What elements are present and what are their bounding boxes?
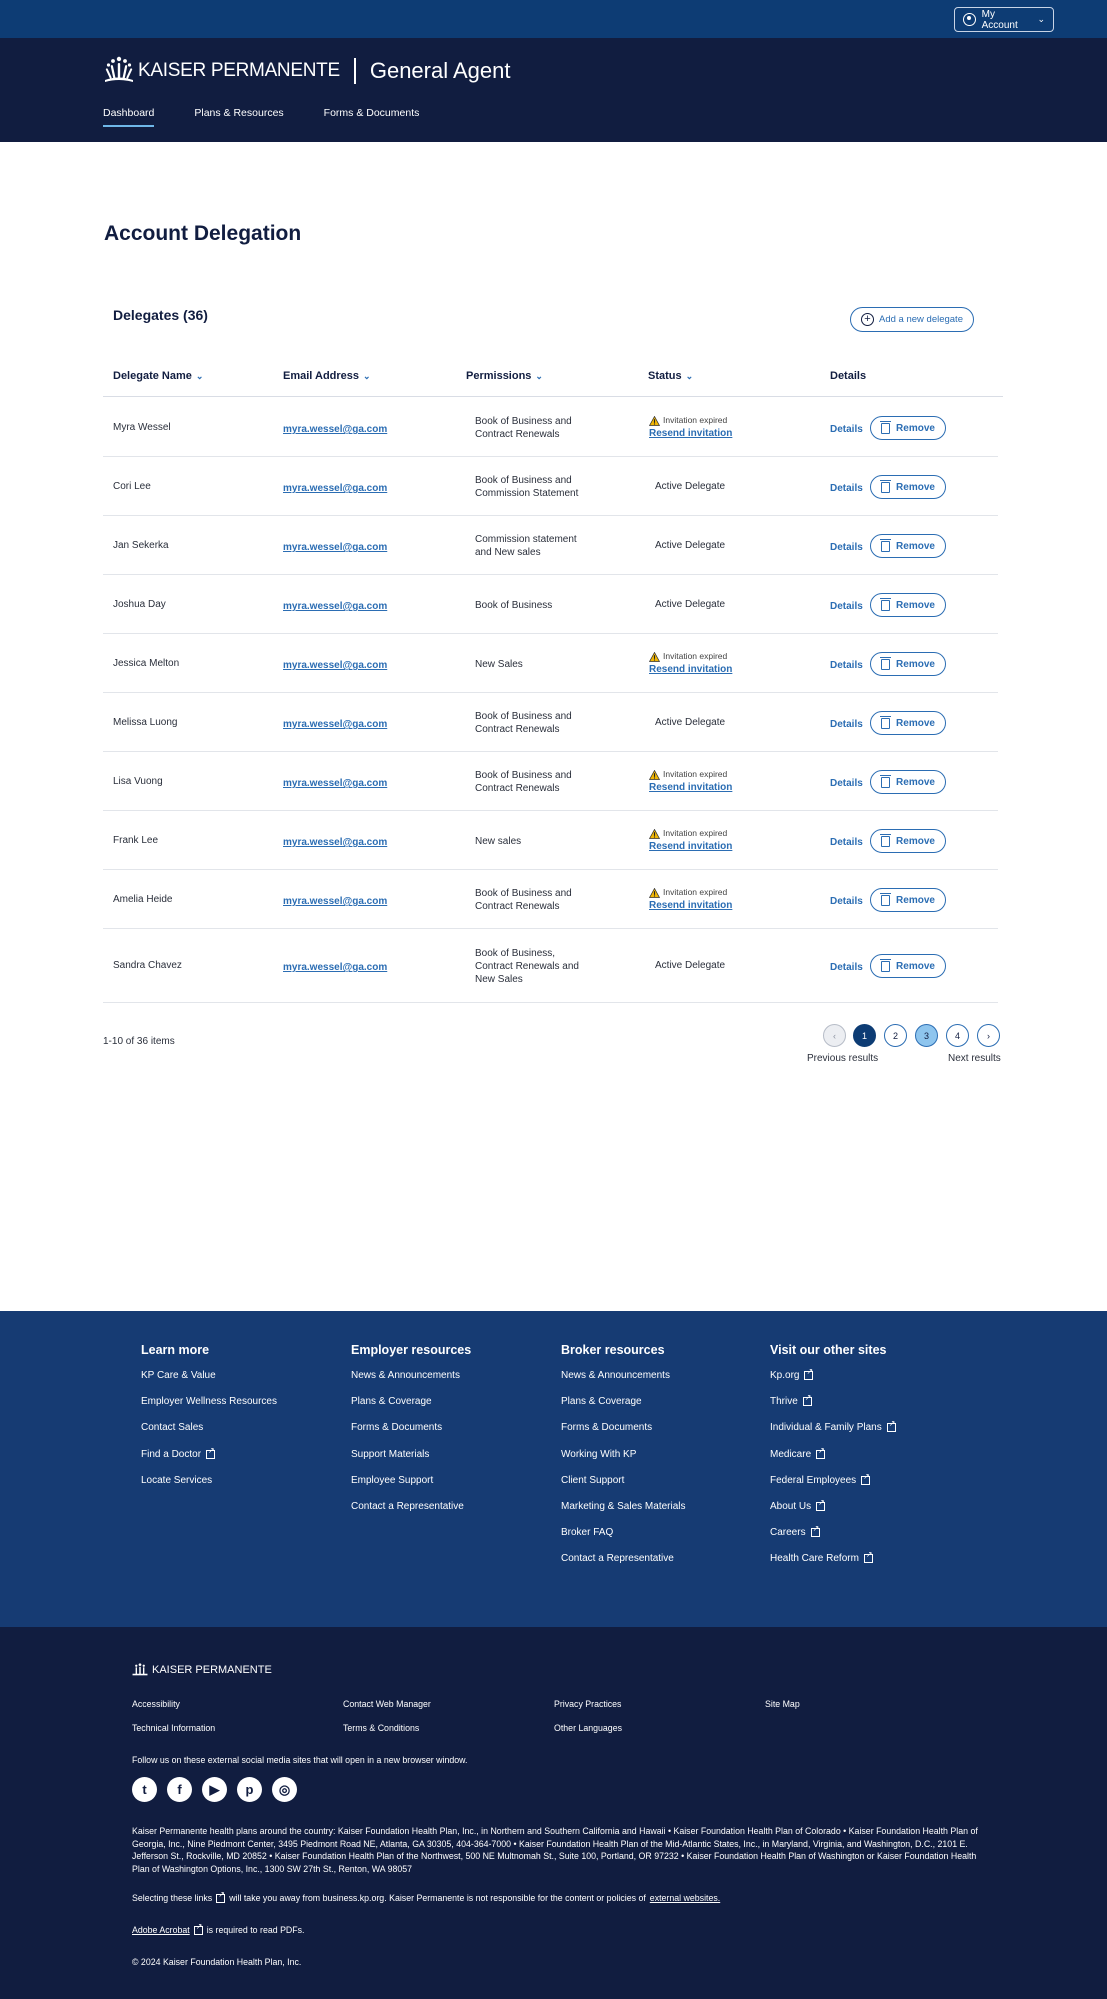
- col-header-status[interactable]: [648, 370, 693, 382]
- chevron-down-icon: ⌄: [685, 371, 694, 381]
- footer-link[interactable]: [770, 1501, 896, 1527]
- footer-sitemap-link[interactable]: Site Map: [765, 1699, 800, 1709]
- facebook-icon[interactable]: f: [167, 1777, 192, 1802]
- footer-link-label: Locate Services: [141, 1474, 213, 1486]
- permission-line: New Sales: [475, 658, 523, 670]
- footer-link-label: Broker FAQ: [561, 1527, 614, 1539]
- footer-link-label: About Us: [770, 1500, 812, 1512]
- invitation-expired-label: Invitation expired: [663, 887, 728, 897]
- footer-link[interactable]: [770, 1422, 896, 1448]
- details-link[interactable]: Details: [830, 719, 863, 730]
- permission-line: Book of Business,: [475, 947, 556, 959]
- trash-icon: [881, 541, 890, 552]
- status-cell: [649, 650, 732, 676]
- footer-link[interactable]: [351, 1449, 471, 1475]
- col-header-email[interactable]: [283, 370, 371, 382]
- col-header-status-label: Status: [648, 370, 682, 382]
- delegate-permissions: [475, 835, 595, 848]
- external-link-icon: [206, 1450, 215, 1459]
- delegate-email-link[interactable]: myra.wessel@ga.com: [283, 778, 388, 789]
- delegate-name: Melissa Luong: [113, 717, 178, 728]
- remove-label: Remove: [896, 960, 935, 972]
- trash-icon: [881, 961, 890, 972]
- col-header-name-label: Delegate Name: [113, 370, 192, 382]
- brand[interactable]: [104, 56, 511, 86]
- remove-label: Remove: [896, 540, 935, 552]
- table-row: [103, 457, 998, 516]
- details-link[interactable]: Details: [830, 542, 863, 553]
- delegate-permissions: [475, 599, 595, 612]
- table-row: [103, 811, 998, 870]
- col-header-permissions-label: Permissions: [466, 370, 532, 382]
- table-row: [103, 752, 998, 811]
- external-link-icon: [887, 1423, 896, 1432]
- top-utility-bar: [0, 0, 1107, 38]
- warning-icon: [649, 652, 660, 662]
- permission-line: and New sales: [475, 547, 541, 558]
- main-nav: [103, 107, 459, 127]
- delegate-permissions: [475, 533, 595, 559]
- footer-link-label: Federal Employees: [770, 1474, 857, 1486]
- permission-line: Book of Business and: [475, 416, 572, 427]
- adobe-note: [132, 1925, 305, 1935]
- trash-icon: [881, 423, 890, 434]
- trash-icon: [881, 836, 890, 847]
- permission-line: New Sales: [475, 973, 523, 985]
- table-row: [103, 929, 998, 1003]
- kp-logo-icon: [132, 1663, 148, 1677]
- footer-link-label: Kp.org: [770, 1370, 800, 1381]
- delegate-permissions: [475, 658, 595, 671]
- remove-label: Remove: [896, 658, 935, 670]
- details-link[interactable]: Details: [830, 424, 863, 435]
- footer-link[interactable]: [561, 1527, 686, 1553]
- table-header-divider: [103, 396, 1003, 397]
- external-note-pre: Selecting these links: [132, 1893, 213, 1903]
- delegate-name: Frank Lee: [113, 835, 159, 846]
- footer-link-label: Contact Sales: [141, 1422, 204, 1434]
- footer-brand-name: KAISER PERMANENTE: [152, 1664, 272, 1676]
- external-link-icon: [803, 1397, 812, 1406]
- my-account-label: My Account: [981, 8, 1018, 31]
- warning-icon: [649, 770, 660, 780]
- permission-line: Commission Statement: [475, 488, 579, 499]
- delegate-name: Amelia Heide: [113, 894, 173, 905]
- delegate-name: Sandra Chavez: [113, 960, 182, 971]
- remove-delegate-button[interactable]: [870, 888, 946, 912]
- product-name: General Agent: [369, 58, 511, 83]
- footer-link[interactable]: [561, 1553, 686, 1579]
- footer-column-title: Visit our other sites: [770, 1343, 887, 1357]
- next-results-label: Next results: [948, 1053, 1001, 1064]
- details-link[interactable]: Details: [830, 660, 863, 671]
- nav-dashboard[interactable]: Dashboard: [103, 107, 154, 127]
- footer-column-title: Employer resources: [351, 1343, 472, 1357]
- footer-link[interactable]: [561, 1449, 686, 1475]
- chevron-down-icon: ⌄: [363, 371, 371, 381]
- page-4-button[interactable]: 4: [946, 1024, 969, 1047]
- permission-line: Book of Business and: [475, 888, 572, 899]
- footer-contact-web-manager-link[interactable]: Contact Web Manager: [343, 1699, 431, 1709]
- footer-link-label: Employer Wellness Resources: [141, 1396, 277, 1408]
- remove-delegate-button[interactable]: [870, 416, 946, 440]
- page-2-button[interactable]: 2: [884, 1024, 907, 1047]
- footer-link-label: Plans & Coverage: [351, 1396, 432, 1408]
- remove-label: Remove: [896, 717, 935, 729]
- trash-icon: [881, 895, 890, 906]
- table-row: [103, 870, 998, 929]
- page-title: Account Delegation: [104, 222, 302, 245]
- footer-column-title: Learn more: [141, 1343, 210, 1357]
- invitation-expired-status: [649, 886, 732, 899]
- delegate-name: Joshua Day: [113, 599, 166, 610]
- external-links-note: [132, 1893, 720, 1903]
- delegate-name: Jan Sekerka: [113, 540, 169, 551]
- remove-label: Remove: [896, 894, 935, 906]
- prev-page-button[interactable]: [823, 1024, 846, 1047]
- footer-link[interactable]: [770, 1527, 896, 1553]
- footer-link-label: Plans & Coverage: [561, 1396, 642, 1408]
- resend-invitation-link[interactable]: Resend invitation: [649, 664, 733, 675]
- resend-invitation-link[interactable]: Resend invitation: [649, 782, 733, 793]
- details-link[interactable]: Details: [830, 837, 863, 848]
- twitter-icon[interactable]: t: [132, 1777, 157, 1802]
- site-header: [0, 38, 1107, 142]
- status-cell: [649, 768, 732, 794]
- remove-label: Remove: [896, 599, 935, 611]
- permission-line: Book of Business and: [475, 770, 572, 781]
- brand-divider: [354, 58, 356, 84]
- footer-link-label: Medicare: [770, 1448, 812, 1460]
- footer-link-label: Employee Support: [351, 1474, 434, 1486]
- delegate-name: Lisa Vuong: [113, 776, 163, 787]
- permission-line: Contract Renewals: [475, 901, 560, 912]
- permission-line: Book of Business and: [475, 475, 572, 486]
- invitation-expired-label: Invitation expired: [663, 828, 728, 838]
- details-link[interactable]: Details: [830, 896, 863, 907]
- external-link-icon: [864, 1554, 873, 1563]
- remove-delegate-button[interactable]: [870, 954, 946, 978]
- remove-label: Remove: [896, 835, 935, 847]
- details-link[interactable]: Details: [830, 483, 863, 494]
- external-link-icon: [194, 1926, 203, 1935]
- footer-link-label: Working With KP: [561, 1448, 637, 1460]
- footer-link-label: Forms & Documents: [351, 1422, 443, 1434]
- adobe-note-post: is required to read PDFs.: [206, 1925, 305, 1935]
- permission-line: Contract Renewals: [475, 783, 560, 794]
- footer-link-label: Health Care Reform: [770, 1553, 859, 1565]
- permission-line: New sales: [475, 835, 522, 847]
- table-row: [103, 398, 998, 457]
- pagination-count: 1-10 of 36 items: [103, 1036, 175, 1047]
- permission-line: Commission statement: [475, 534, 577, 545]
- delegate-name: Jessica Melton: [113, 658, 180, 669]
- details-link[interactable]: Details: [830, 601, 863, 612]
- footer-link[interactable]: [351, 1475, 471, 1501]
- remove-label: Remove: [896, 481, 935, 493]
- delegate-email-link[interactable]: myra.wessel@ga.com: [283, 424, 388, 435]
- col-header-email-label: Email Address: [283, 370, 360, 382]
- footer-link[interactable]: [561, 1396, 686, 1422]
- permission-line: Contract Renewals: [475, 429, 560, 440]
- remove-delegate-button[interactable]: [870, 475, 946, 499]
- footer-other-languages-link[interactable]: Other Languages: [554, 1723, 622, 1733]
- table-row: [103, 575, 998, 634]
- table-row: [103, 634, 998, 693]
- chevron-down-icon: ⌄: [1037, 14, 1045, 24]
- active-delegate-status: Active Delegate: [655, 717, 726, 728]
- previous-results-label: Previous results: [807, 1053, 879, 1064]
- delegate-permissions: [475, 947, 595, 986]
- footer-link[interactable]: [770, 1396, 896, 1422]
- invitation-expired-status: [649, 650, 732, 663]
- footer-link-label: Forms & Documents: [561, 1422, 653, 1434]
- permission-line: Contract Renewals: [475, 724, 560, 735]
- footer-link[interactable]: [351, 1370, 471, 1396]
- invitation-expired-status: [649, 414, 732, 427]
- trash-icon: [881, 718, 890, 729]
- kp-logo-icon: [104, 56, 134, 86]
- status-cell: [649, 414, 732, 440]
- delegate-name: Cori Lee: [113, 481, 151, 492]
- footer-link[interactable]: [561, 1475, 686, 1501]
- footer-link-label: News & Announcements: [351, 1370, 460, 1381]
- invitation-expired-label: Invitation expired: [663, 769, 728, 779]
- remove-delegate-button[interactable]: [870, 652, 946, 676]
- page-3-button[interactable]: 3: [915, 1024, 938, 1047]
- external-link-icon: [811, 1528, 820, 1537]
- invitation-expired-status: [649, 768, 732, 781]
- table-row: [103, 693, 998, 752]
- delegate-email-link[interactable]: myra.wessel@ga.com: [283, 542, 388, 553]
- delegate-email-link[interactable]: myra.wessel@ga.com: [283, 601, 388, 612]
- resend-invitation-link[interactable]: Resend invitation: [649, 900, 733, 911]
- footer-column: [770, 1343, 896, 1580]
- footer-link-label: Contact a Representative: [351, 1500, 464, 1512]
- footer-column: [351, 1343, 471, 1527]
- footer-link[interactable]: [141, 1475, 277, 1501]
- trash-icon: [881, 777, 890, 788]
- invitation-expired-label: Invitation expired: [663, 651, 728, 661]
- footer-terms-link[interactable]: Terms & Conditions: [343, 1723, 420, 1733]
- footer-column: [561, 1343, 686, 1580]
- active-delegate-status: Active Delegate: [655, 540, 726, 551]
- external-websites-link[interactable]: external websites.: [649, 1893, 721, 1903]
- footer-link[interactable]: [770, 1475, 896, 1501]
- external-link-icon: [816, 1502, 825, 1511]
- permission-line: Book of Business and: [475, 711, 572, 722]
- footer-column-title: Broker resources: [561, 1343, 665, 1357]
- delegates-title: Delegates (36): [113, 307, 208, 323]
- remove-delegate-button[interactable]: [870, 593, 946, 617]
- footer-link[interactable]: [561, 1422, 686, 1448]
- external-link-icon: [861, 1476, 870, 1485]
- footer-links: [0, 1311, 1107, 1627]
- delegate-permissions: [475, 769, 595, 795]
- remove-delegate-button[interactable]: [870, 711, 946, 735]
- adobe-acrobat-link[interactable]: Adobe Acrobat: [132, 1925, 190, 1935]
- active-delegate-status: Active Delegate: [655, 481, 726, 492]
- nav-plans-resources[interactable]: Plans & Resources: [194, 107, 284, 119]
- delegate-email-link[interactable]: myra.wessel@ga.com: [283, 719, 388, 730]
- remove-label: Remove: [896, 776, 935, 788]
- youtube-icon[interactable]: ▶: [202, 1777, 227, 1802]
- add-delegate-label: Add a new delegate: [879, 314, 963, 325]
- delegate-email-link[interactable]: myra.wessel@ga.com: [283, 483, 388, 494]
- table-row: [103, 516, 998, 575]
- footer-legal: [0, 1627, 1107, 1999]
- remove-delegate-button[interactable]: [870, 829, 946, 853]
- delegate-name: Myra Wessel: [113, 422, 171, 433]
- add-delegate-button[interactable]: [850, 307, 974, 332]
- footer-link[interactable]: [351, 1396, 471, 1422]
- external-link-icon: [216, 1894, 225, 1903]
- instagram-icon[interactable]: ◎: [272, 1777, 297, 1802]
- delegate-email-link[interactable]: myra.wessel@ga.com: [283, 660, 388, 671]
- footer-link[interactable]: [141, 1449, 277, 1475]
- details-link[interactable]: Details: [830, 962, 863, 973]
- remove-delegate-button[interactable]: [870, 770, 946, 794]
- delegate-permissions: [475, 415, 595, 441]
- footer-link[interactable]: [141, 1370, 277, 1396]
- details-link[interactable]: Details: [830, 778, 863, 789]
- footer-link[interactable]: [141, 1396, 277, 1422]
- chevron-left-icon: ‹: [833, 1030, 836, 1041]
- footer-link-label: Thrive: [770, 1396, 798, 1408]
- footer-accessibility-link[interactable]: Accessibility: [132, 1699, 180, 1709]
- delegate-email-link[interactable]: myra.wessel@ga.com: [283, 837, 388, 848]
- external-link-icon: [804, 1371, 813, 1380]
- footer-link[interactable]: [351, 1501, 471, 1527]
- invitation-expired-status: [649, 827, 732, 840]
- footer-column: [141, 1343, 277, 1501]
- brand-name: KAISER PERMANENTE: [138, 60, 340, 81]
- trash-icon: [881, 659, 890, 670]
- footer-link[interactable]: [770, 1553, 896, 1579]
- col-header-name[interactable]: [113, 370, 203, 382]
- delegate-permissions: [475, 474, 595, 500]
- user-icon: [963, 13, 976, 26]
- trash-icon: [881, 600, 890, 611]
- footer-link[interactable]: [351, 1422, 471, 1448]
- footer-link[interactable]: [561, 1501, 686, 1527]
- resend-invitation-link[interactable]: Resend invitation: [649, 428, 733, 439]
- delegate-permissions: [475, 710, 595, 736]
- external-link-icon: [816, 1450, 825, 1459]
- delegate-email-link[interactable]: myra.wessel@ga.com: [283, 896, 388, 907]
- footer-privacy-link[interactable]: Privacy Practices: [554, 1699, 622, 1709]
- footer-link[interactable]: [561, 1370, 686, 1396]
- trash-icon: [881, 482, 890, 493]
- warning-icon: [649, 416, 660, 426]
- active-delegate-status: Active Delegate: [655, 960, 726, 971]
- chevron-down-icon: ⌄: [195, 371, 204, 381]
- resend-invitation-link[interactable]: Resend invitation: [649, 841, 733, 852]
- status-cell: [649, 886, 732, 912]
- external-note-post: will take you away from business.kp.org. Kaiser Permanente is not responsible for the content or policies of: [229, 1893, 646, 1903]
- pinterest-icon[interactable]: p: [237, 1777, 262, 1802]
- delegate-email-link[interactable]: myra.wessel@ga.com: [283, 962, 388, 973]
- footer-link-label: KP Care & Value: [141, 1370, 216, 1381]
- footer-brand: [132, 1663, 272, 1677]
- page-1-button[interactable]: 1: [853, 1024, 876, 1047]
- copyright: © 2024 Kaiser Foundation Health Plan, Inc.: [132, 1957, 302, 1967]
- warning-icon: [649, 888, 660, 898]
- permission-line: Contract Renewals and: [475, 960, 579, 972]
- plus-circle-icon: +: [861, 313, 874, 326]
- active-delegate-status: Active Delegate: [655, 599, 726, 610]
- footer-link[interactable]: [770, 1370, 896, 1396]
- footer-link[interactable]: [770, 1449, 896, 1475]
- delegate-permissions: [475, 887, 595, 913]
- remove-label: Remove: [896, 422, 935, 434]
- footer-link-label: Individual & Family Plans: [770, 1422, 882, 1434]
- footer-link-label: Contact a Representative: [561, 1553, 674, 1565]
- footer-link-label: Careers: [770, 1527, 806, 1539]
- legal-disclaimer: Kaiser Permanente health plans around the country: Kaiser Foundation Health Plan, Inc., in Northern and Southern California and Hawaii • Kaiser Foundation Health Plan of Colorado • Kaiser Foundation Health Plan of Georgia, Inc., Nine Piedmont Center, 3495 Piedmont Road NE, Atlanta, GA 30305, 404-364-7000 • Kaiser Foundation Health Plan of the Mid-Atlantic States, Inc., in Maryland, Virginia, and Washington, D.C., 2101 E. Jefferson St., Rockville, MD 20852 • Kaiser Foundation Health Plan of the Northwest, 500 NE Multnomah St., Suite 100, Portland, OR 97232 • Kaiser Foundation Health Plan of Washington or Kaiser Foundation Health Plan of Washington Options, Inc., 1300 SW 27th St., Renton, WA 98057: [132, 1826, 978, 1874]
- remove-delegate-button[interactable]: [870, 534, 946, 558]
- chevron-down-icon: ⌄: [535, 371, 543, 381]
- footer-link-label: Find a Doctor: [141, 1448, 202, 1460]
- permission-line: Book of Business: [475, 599, 553, 611]
- status-cell: [649, 827, 732, 853]
- invitation-expired-label: Invitation expired: [663, 415, 728, 425]
- next-page-button[interactable]: [977, 1024, 1000, 1047]
- footer-link-label: Client Support: [561, 1474, 625, 1486]
- col-header-details: Details: [830, 370, 867, 382]
- footer-link-label: Marketing & Sales Materials: [561, 1500, 686, 1512]
- footer-link-label: News & Announcements: [561, 1370, 670, 1381]
- my-account-button[interactable]: [954, 7, 1054, 32]
- footer-technical-info-link[interactable]: Technical Information: [132, 1723, 216, 1733]
- col-header-permissions[interactable]: [466, 370, 543, 382]
- footer-link-label: Support Materials: [351, 1448, 430, 1460]
- social-follow-text: Follow us on these external social media sites that will open in a new browser window.: [132, 1755, 468, 1765]
- warning-icon: [649, 829, 660, 839]
- nav-forms-documents[interactable]: Forms & Documents: [323, 107, 420, 119]
- chevron-right-icon: ›: [987, 1030, 990, 1041]
